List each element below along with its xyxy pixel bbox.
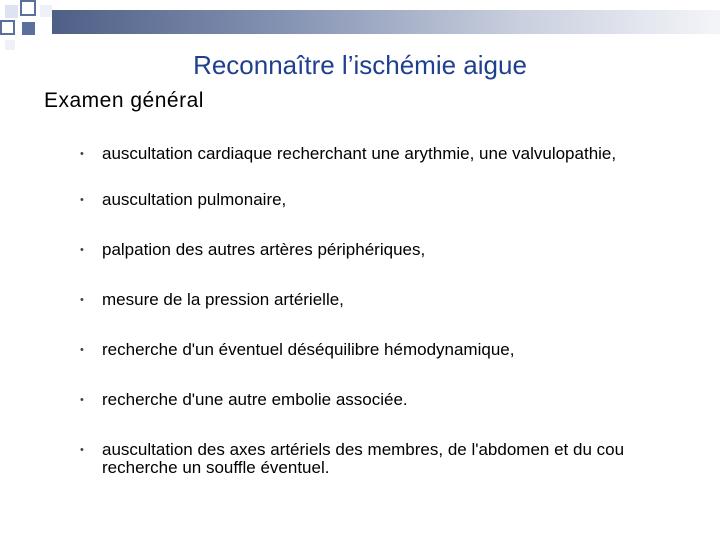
list-item: [80, 341, 690, 359]
bullet-icon: •: [80, 394, 84, 406]
list-item: [80, 191, 690, 209]
bullet-icon: •: [80, 294, 84, 306]
bullet-icon: •: [80, 444, 84, 456]
bullet-icon: •: [80, 344, 84, 356]
bullet-list: [80, 145, 690, 505]
decorative-square-outline: [20, 0, 36, 16]
decorative-square: [5, 40, 15, 50]
header-gradient-bar: [52, 10, 720, 34]
bullet-icon: •: [80, 194, 84, 206]
list-item-text: auscultation pulmonaire,: [102, 190, 287, 209]
decorative-square-outline: [0, 20, 15, 35]
decorative-square: [5, 5, 18, 18]
list-item: [80, 391, 690, 409]
slide-title: Reconnaître l’ischémie aigue: [193, 50, 527, 80]
list-item: [80, 145, 690, 163]
list-item-text: palpation des autres artères périphériques,: [102, 240, 426, 259]
decorative-square-filled: [22, 22, 35, 35]
bullet-icon: •: [80, 244, 84, 256]
list-item-text: recherche d'une autre embolie associée.: [102, 390, 408, 409]
section-heading: Examen général: [44, 89, 204, 112]
list-item-text: auscultation cardiaque recherchant une arythmie, une valvulopathie,: [102, 144, 617, 163]
list-item: [80, 441, 690, 477]
list-item-text: auscultation des axes artériels des membres, de l'abdomen et du cou recherche un souffle éventuel.: [102, 440, 625, 477]
list-item-text: recherche d'un éventuel déséquilibre hémodynamique,: [102, 340, 515, 359]
bullet-icon: •: [80, 148, 84, 160]
decorative-square: [40, 5, 52, 17]
list-item: [80, 291, 690, 309]
list-item: [80, 241, 690, 259]
list-item-text: mesure de la pression artérielle,: [102, 290, 344, 309]
